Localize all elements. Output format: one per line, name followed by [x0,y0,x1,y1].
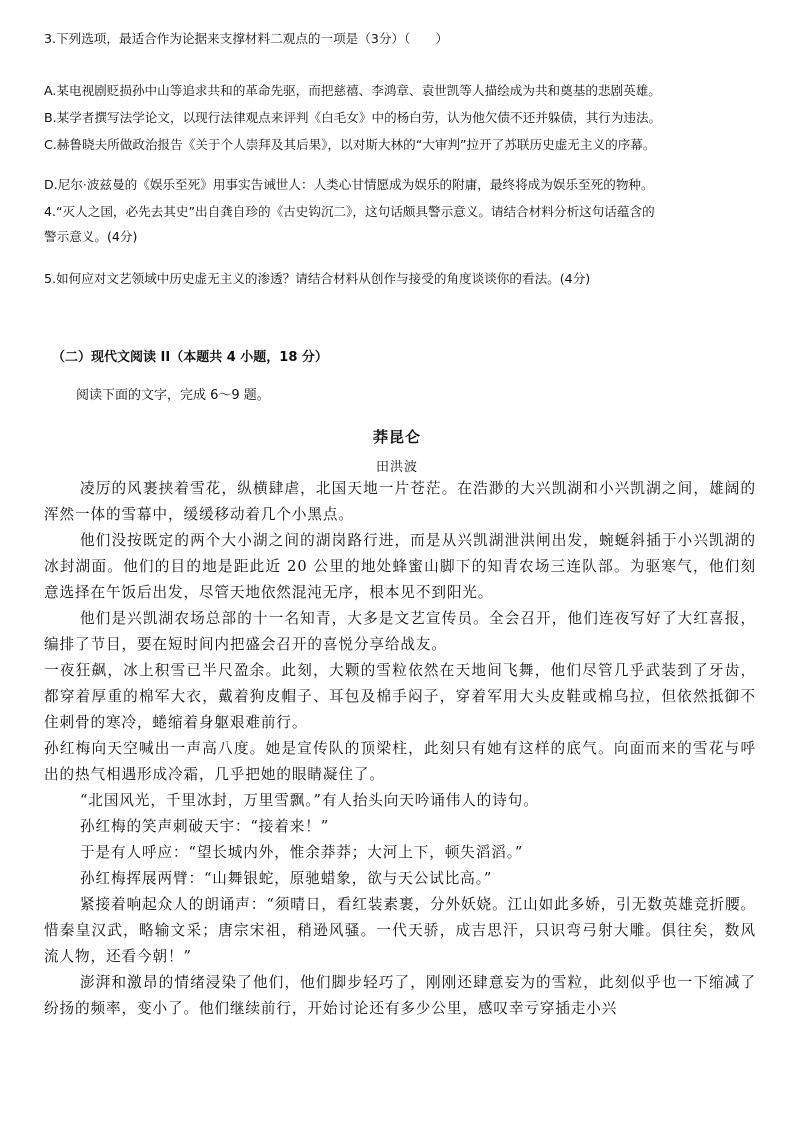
question-5: 5.如何应对文艺领域中历史虚无主义的渗透？请结合材料从创作与接受的角度谈谈你的看法。(4分) [44,271,591,286]
story-paragraph: 凌厉的风裹挟着雪花，纵横肆虐，北国天地一片苍茫。在浩渺的大兴凯湖和小兴凯湖之间，雄阔的浑然一体的雪幕中，缓缓移动着几个小黑点。 [44,480,756,523]
question-4-line-2: 警示意义。(4分) [44,229,138,244]
story-body [44,476,756,1022]
story-title: 莽昆仑 [372,428,421,446]
story-paragraph: 孙红梅向天空喊出一声高八度。她是宣传队的顶梁柱，此刻只有她有这样的底气。向面而来的雪花与呼出的热气相遇形成冷霜，几乎把她的眼睛凝住了。 [44,740,756,783]
story-paragraph: 孙红梅挥展两臂：“山舞银蛇，原驰蜡象，欲与天公试比高。” [80,870,493,887]
question-3-option-d: D.尼尔·波兹曼的《娱乐至死》用事实告诫世人：人类心甘情愿成为娱乐的附庸，最终将成为娱乐至死的物种。 [44,177,654,192]
story-paragraph: “北国风光，千里冰封，万里雪飘。”有人抬头向天吟诵伟人的诗句。 [80,792,539,809]
story-paragraph: 他们没按既定的两个大小湖之间的湖岗路行进，而是从兴凯湖泄洪闸出发，蜿蜒斜插于小兴凯湖的冰封湖面。他们的目的地是距此近 20 公里的地处蜂蜜山脚下的知青农场三连队部。为驱寒气，他们刻意选择在午饭后出发，尽管天地依然混沌无序，根本见不到阳光。 [44,532,756,601]
question-3-stem: 3.下列选项，最适合作为论据来支撑材料二观点的一项是（3分）（ ） [44,31,449,46]
section-heading: （二）现代文阅读 II（本题共 4 小题，18 分） [52,350,328,365]
story-paragraph: 于是有人呼应：“望长城内外，惟余莽莽；大河上下，顿失滔滔。” [80,844,524,861]
story-paragraph: 他们是兴凯湖农场总部的十一名知青，大多是文艺宣传员。全会召开，他们连夜写好了大红喜报，编排了节目，要在短时间内把盛会召开的喜悦分享给战友。 [44,610,756,653]
story-paragraph: 一夜狂飙，冰上积雪已半尺盈余。此刻，大颗的雪粒依然在天地间飞舞，他们尽管几乎武装到了牙齿，都穿着厚重的棉军大衣，戴着狗皮帽子、耳包及棉手闷子，穿着军用大头皮鞋或棉乌拉，但依然抵御不住刺骨的寒冷，蜷缩着身躯艰难前行。 [44,662,756,731]
question-3-option-c: C.赫鲁晓夫所做政治报告《关于个人崇拜及其后果》，以对斯大林的“大审判”拉开了苏联历史虚无主义的序幕。 [44,137,656,152]
question-3-option-b: B.某学者撰写法学论文，以现行法律观点来评判《白毛女》中的杨白劳，认为他欠债不还并躲债，其行为违法。 [44,110,662,125]
section-instruction: 阅读下面的文字，完成 6～9 题。 [76,388,270,403]
story-paragraph: 孙红梅的笑声刺破天宇：“接着来！” [80,818,330,835]
story-paragraph: 澎湃和激昂的情绪浸染了他们，他们脚步轻巧了，刚刚还肆意妄为的雪粒，此刻似乎也一下缩减了纷扬的频率，变小了。他们继续前行，开始讨论还有多少公里，感叹幸亏穿插走小兴 [44,974,756,1017]
story-author: 田洪波 [375,460,418,475]
question-4-line-1: 4.“灭人之国，必先去其史”出自龚自珍的《古史钩沉二》，这句话颇具警示意义。请结合材料分析这句话蕴含的 [44,204,655,219]
question-3-option-a: A.某电视剧贬损孙中山等追求共和的革命先驱，而把慈禧、李鸿章、袁世凯等人描绘成为共和奠基的悲剧英雄。 [44,83,661,98]
story-paragraph: 紧接着响起众人的朗诵声：“须晴日，看红装素裹，分外妖娆。江山如此多娇，引无数英雄竞折腰。惜秦皇汉武，略输文采；唐宗宋祖，稍逊风骚。一代天骄，成吉思汗，只识弯弓射大雕。俱往矣，数风流人物，还看今朝！” [44,896,756,965]
